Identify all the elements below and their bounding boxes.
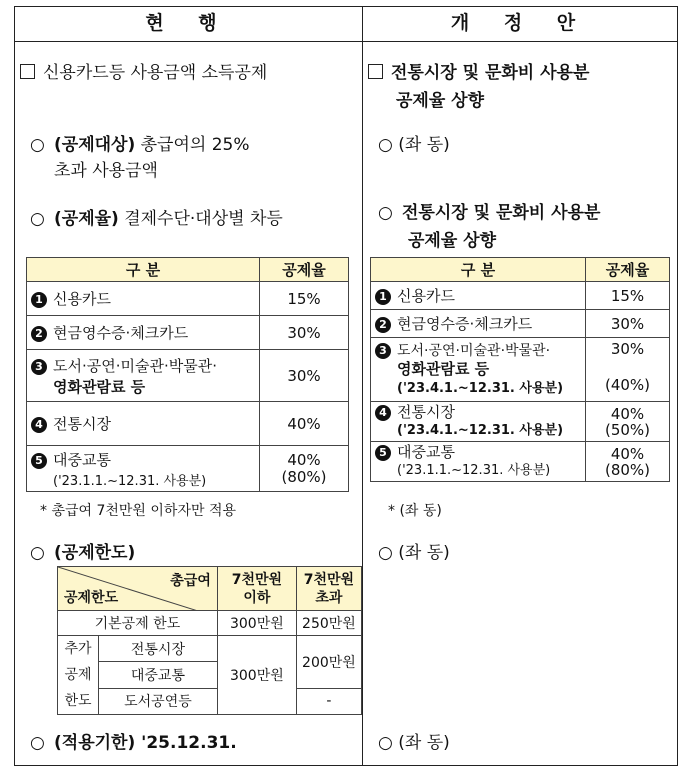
right-item-rate-increase: ○ 전통시장 및 문화비 사용분	[378, 203, 601, 223]
right-footnote: * (좌 동)	[388, 503, 442, 519]
left-rate-col-rate: 공제율	[260, 258, 349, 282]
header-row	[14, 6, 678, 42]
table-row: 2 현금영수증·체크카드 30%	[27, 316, 349, 350]
left-item-deduction-limit: ○ (공제한도)	[30, 543, 136, 563]
table-row: 5 대중교통 ('23.1.1.~12.31. 사용분) 40% (80%)	[27, 446, 349, 492]
basic-deduction-label: 기본공제 한도	[58, 611, 218, 636]
right-item-same3: ○ (좌 동)	[378, 733, 450, 753]
limit-table: 총급여 공제한도 7천만원 이하 7천만원 초과 기본공제 한도 300만원 250만원 추가 공제 한도 전통시장 300만원 200만원 대중교통 도서공연등 -	[57, 566, 362, 715]
left-item-expiry: ○ (적용기한) '25.12.31.	[30, 733, 237, 753]
header-proposed: 개 정 안	[450, 12, 590, 34]
table-row: 2 현금영수증·체크카드 30%	[371, 310, 670, 338]
table-row: 5 대중교통 ('23.1.1.~12.31. 사용분) 40% (80%)	[371, 442, 670, 482]
table-row: 1 신용카드 15%	[371, 282, 670, 310]
checkbox-square-icon	[20, 64, 35, 79]
right-rate-table: 구 분 공제율 1 신용카드 15% 2 현금영수증·체크카드 30% 3 도서·공연·미술관·박물관· 영화관람료 등 ('23.4.1.~12.31. 사용분) 30% (40%) 4 전통시장 ('23.4.1.~12.31. 사용분) 40% (50%) 5 대중교통 ('23.1.1.~12.31. 사용분) 40% (80%)	[370, 257, 670, 482]
left-rate-col-category: 구 분	[27, 258, 260, 282]
left-rate-table	[26, 257, 349, 492]
left-item-deduction-target: ○ (공제대상) 총급여의 25%	[30, 135, 250, 155]
limit-table-diag-cell: 총급여 공제한도	[58, 567, 218, 611]
table-row: 3 도서·공연·미술관·박물관· 영화관람료 등 ('23.4.1.~12.31. 사용분) 30% (40%)	[371, 338, 670, 402]
right-title: 전통시장 및 문화비 사용분	[368, 58, 589, 83]
column-divider	[362, 6, 363, 766]
table-row: 4 전통시장 40%	[27, 402, 349, 446]
left-title: 신용카드등 사용금액 소득공제	[20, 58, 267, 83]
table-row: 4 전통시장 ('23.4.1.~12.31. 사용분) 40% (50%)	[371, 402, 670, 442]
right-item-rate-increase-line2: 공제율 상향	[408, 231, 497, 251]
right-title-line2: 공제율 상향	[396, 91, 485, 111]
header-current: 현 행	[145, 12, 231, 34]
right-item-same2: ○ (좌 동)	[378, 543, 450, 563]
left-item-deduction-rate: ○ (공제율) 결제수단·대상별 차등	[30, 209, 283, 229]
extra-deduction-label: 추가 공제 한도	[58, 636, 99, 715]
table-row: 1 신용카드 15%	[27, 282, 349, 316]
left-footnote: * 총급여 7천만원 이하자만 적용	[40, 503, 236, 519]
table-row: 3 도서·공연·미술관·박물관· 영화관람료 등 30%	[27, 350, 349, 402]
left-item-deduction-target-line2: 초과 사용금액	[54, 161, 158, 181]
checkbox-square-icon	[368, 64, 383, 79]
right-item-same1: ○ (좌 동)	[378, 135, 450, 155]
